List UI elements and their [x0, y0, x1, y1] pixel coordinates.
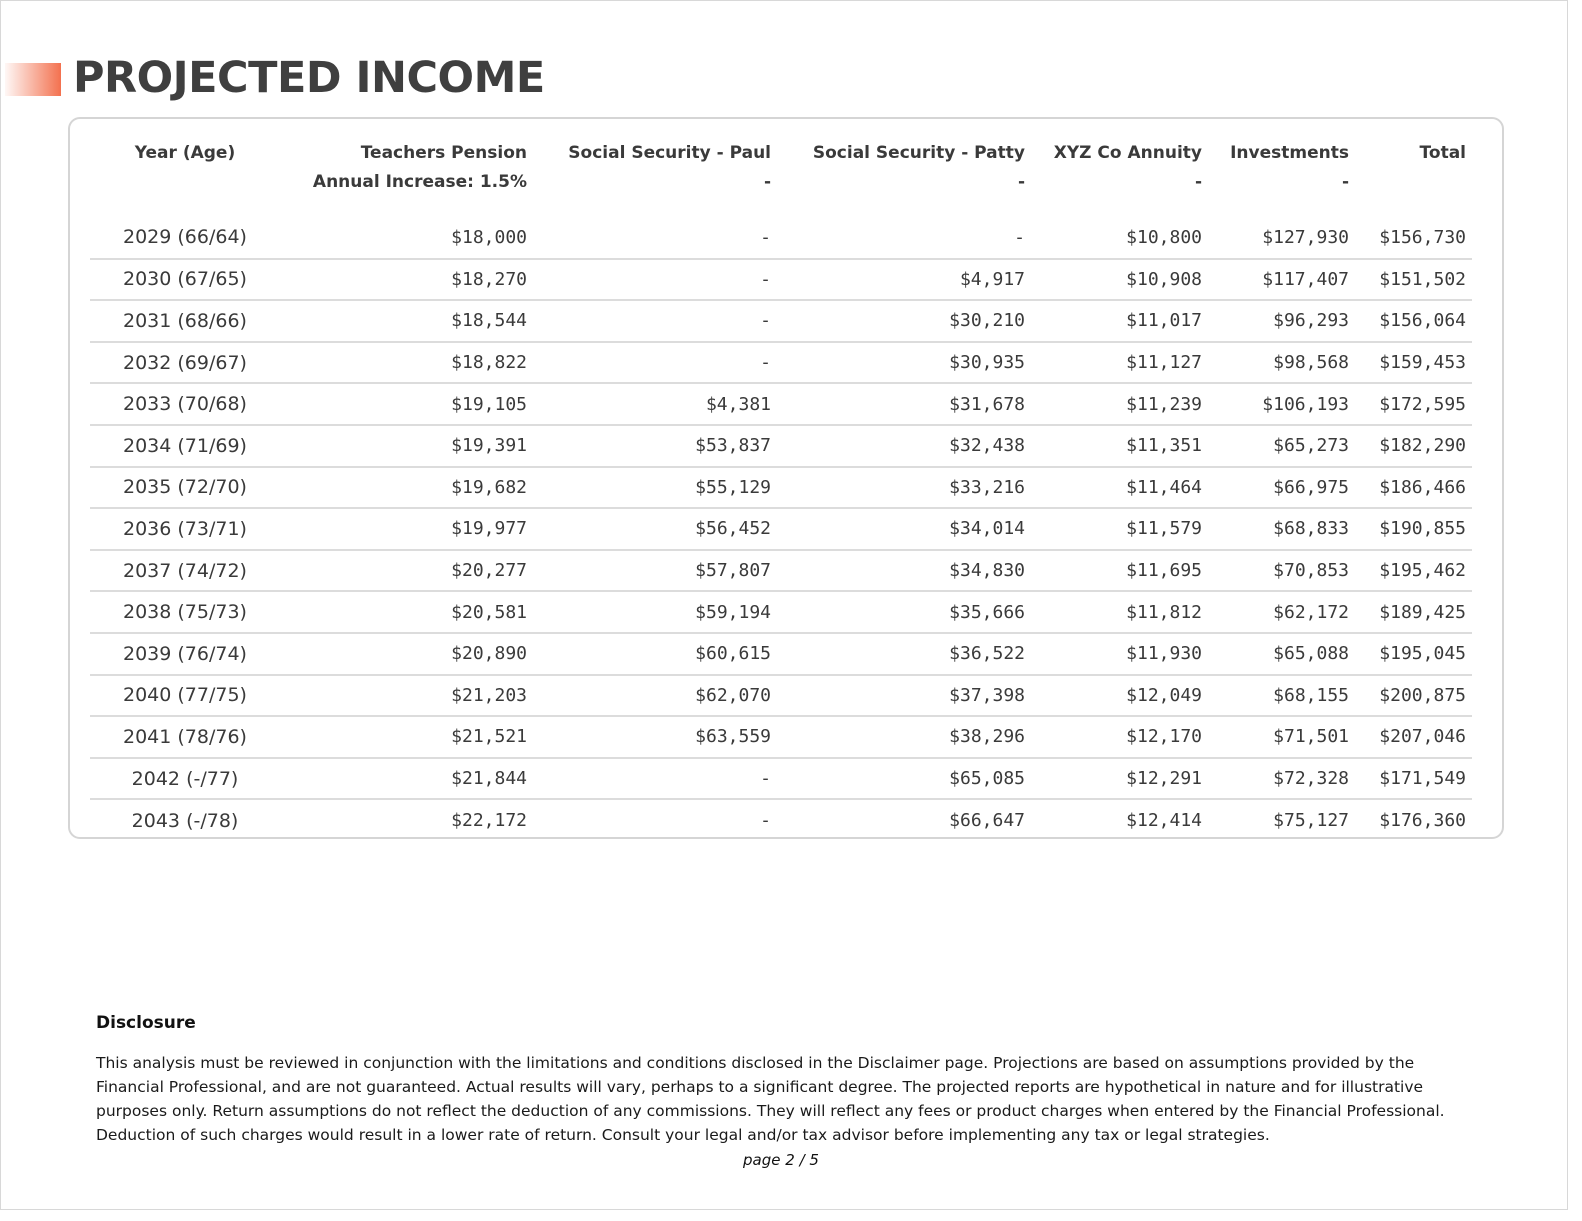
cell-xyz-co-annuity: $11,579 — [1031, 508, 1208, 550]
cell-investments: $62,172 — [1208, 591, 1355, 633]
cell-teachers-pension: $18,000 — [451, 226, 527, 248]
cell-social-security-paul: $63,559 — [533, 716, 777, 758]
header-total — [1355, 139, 1472, 217]
cell-investments: $70,853 — [1208, 550, 1355, 592]
table-row — [90, 675, 1472, 717]
cell-total: $207,046 — [1355, 716, 1472, 758]
header-sublabel: Annual Increase: 1.5% — [312, 172, 527, 192]
cell-investments: $68,155 — [1208, 675, 1355, 717]
header-teachers-pension — [280, 139, 533, 217]
cell-total: $195,045 — [1355, 633, 1472, 675]
header-social-security-paul — [533, 139, 777, 217]
header-sublabel: - — [1194, 172, 1202, 192]
title-accent-bar — [5, 63, 61, 96]
cell-social-security-paul: $62,070 — [533, 675, 777, 717]
cell-teachers-pension: $19,977 — [280, 508, 533, 550]
cell-total: $195,462 — [1355, 550, 1472, 592]
header-label: Investments — [1230, 143, 1349, 163]
cell-investments: $72,328 — [1208, 758, 1355, 800]
table-row — [90, 508, 1472, 550]
cell-social-security-paul: - — [533, 342, 777, 384]
table-row — [90, 383, 1472, 425]
table-row — [90, 217, 1472, 259]
cell-teachers-pension: $20,277 — [280, 550, 533, 592]
cell-teachers-pension: $20,581 — [280, 591, 533, 633]
cell-xyz-co-annuity: $11,351 — [1031, 425, 1208, 467]
header-label: Year (Age) — [134, 143, 236, 163]
cell-investments: $71,501 — [1208, 716, 1355, 758]
cell-total: $186,466 — [1355, 467, 1472, 509]
cell-teachers-pension: $18,270 — [280, 259, 533, 301]
cell-total: $159,453 — [1355, 342, 1472, 384]
cell-year-age: 2037 (74/72) — [90, 550, 280, 592]
cell-social-security-patty: $35,666 — [777, 591, 1031, 633]
cell-year-age: 2033 (70/68) — [90, 383, 280, 425]
cell-social-security-patty: - — [1014, 226, 1025, 248]
table-row — [90, 425, 1472, 467]
cell-social-security-patty: $37,398 — [777, 675, 1031, 717]
cell-xyz-co-annuity: $11,695 — [1031, 550, 1208, 592]
cell-xyz-co-annuity: $11,464 — [1031, 467, 1208, 509]
cell-teachers-pension: $18,822 — [280, 342, 533, 384]
cell-social-security-patty: $38,296 — [777, 716, 1031, 758]
cell-teachers-pension: $21,203 — [280, 675, 533, 717]
cell-total: $190,855 — [1355, 508, 1472, 550]
table-body — [90, 217, 1472, 841]
table-header-row — [90, 139, 1472, 217]
cell-year-age: 2031 (68/66) — [90, 300, 280, 342]
cell-social-security-paul: $60,615 — [533, 633, 777, 675]
cell-investments: $98,568 — [1208, 342, 1355, 384]
cell-year-age: 2042 (-/77) — [90, 758, 280, 800]
cell-total: $156,730 — [1379, 226, 1466, 248]
cell-social-security-paul: - — [760, 226, 771, 248]
cell-year-age: 2041 (78/76) — [90, 716, 280, 758]
header-sublabel: - — [1017, 172, 1025, 192]
cell-total: $182,290 — [1355, 425, 1472, 467]
cell-xyz-co-annuity: $12,414 — [1031, 799, 1208, 841]
cell-year-age: 2029 (66/64) — [123, 226, 247, 249]
cell-teachers-pension: $19,682 — [280, 467, 533, 509]
table-row — [90, 259, 1472, 301]
cell-social-security-patty: $34,830 — [777, 550, 1031, 592]
cell-social-security-patty: $32,438 — [777, 425, 1031, 467]
cell-social-security-paul: $55,129 — [533, 467, 777, 509]
cell-total: $156,064 — [1355, 300, 1472, 342]
cell-investments: $75,127 — [1208, 799, 1355, 841]
cell-social-security-patty: $4,917 — [777, 259, 1031, 301]
cell-social-security-patty: $30,935 — [777, 342, 1031, 384]
header-year-age — [90, 139, 280, 217]
cell-xyz-co-annuity: $12,291 — [1031, 758, 1208, 800]
cell-social-security-patty: $31,678 — [777, 383, 1031, 425]
table-row — [90, 633, 1472, 675]
cell-social-security-patty: $30,210 — [777, 300, 1031, 342]
cell-total: $176,360 — [1355, 799, 1472, 841]
cell-xyz-co-annuity: $11,812 — [1031, 591, 1208, 633]
cell-xyz-co-annuity: $11,239 — [1031, 383, 1208, 425]
header-sublabel: - — [763, 172, 771, 192]
cell-total: $172,595 — [1355, 383, 1472, 425]
header-label: XYZ Co Annuity — [1053, 143, 1202, 163]
table-row — [90, 550, 1472, 592]
cell-teachers-pension: $20,890 — [280, 633, 533, 675]
cell-social-security-paul: $59,194 — [533, 591, 777, 633]
cell-social-security-patty: $66,647 — [777, 799, 1031, 841]
cell-investments: $106,193 — [1208, 383, 1355, 425]
table-row — [90, 799, 1472, 841]
cell-year-age: 2030 (67/65) — [90, 259, 280, 301]
table-row — [90, 591, 1472, 633]
page-number: page 2 / 5 — [743, 1151, 819, 1169]
cell-total: $200,875 — [1355, 675, 1472, 717]
cell-social-security-paul: $53,837 — [533, 425, 777, 467]
cell-xyz-co-annuity: $11,017 — [1031, 300, 1208, 342]
disclosure-text: This analysis must be reviewed in conjunction with the limitations and conditions disclosed in the Disclaimer page. Projections are based on assumptions provided by the Financial Professional, and are not guaranteed. Actual results will vary, perhaps to a significant degree. The projected reports are hypothetical in nature and for illustrative purposes only. Return assumptions do not reflect the deduction of any commissions. They will reflect any fees or product charges when entered by the Financial Professional. Deduction of such charges would result in a lower rate of return. Consult your legal and/or tax advisor before implementing any tax or legal strategies. — [96, 1054, 1445, 1144]
disclosure-title: Disclosure — [96, 1013, 196, 1033]
header-label: Social Security - Patty — [812, 143, 1025, 163]
cell-year-age: 2038 (75/73) — [90, 591, 280, 633]
header-xyz-co-annuity — [1031, 139, 1208, 217]
cell-total: $189,425 — [1355, 591, 1472, 633]
cell-teachers-pension: $18,544 — [280, 300, 533, 342]
cell-xyz-co-annuity: $11,930 — [1031, 633, 1208, 675]
cell-year-age: 2043 (-/78) — [90, 799, 280, 841]
cell-social-security-patty: $36,522 — [777, 633, 1031, 675]
cell-xyz-co-annuity: $10,908 — [1031, 259, 1208, 301]
cell-investments: $96,293 — [1208, 300, 1355, 342]
cell-total: $171,549 — [1355, 758, 1472, 800]
cell-total: $151,502 — [1355, 259, 1472, 301]
cell-social-security-paul: $57,807 — [533, 550, 777, 592]
cell-investments: $66,975 — [1208, 467, 1355, 509]
cell-xyz-co-annuity: $12,170 — [1031, 716, 1208, 758]
table-row — [90, 467, 1472, 509]
table-row — [90, 342, 1472, 384]
cell-year-age: 2034 (71/69) — [90, 425, 280, 467]
cell-year-age: 2040 (77/75) — [90, 675, 280, 717]
cell-teachers-pension: $22,172 — [280, 799, 533, 841]
cell-year-age: 2036 (73/71) — [90, 508, 280, 550]
cell-investments: $127,930 — [1262, 226, 1349, 248]
cell-year-age: 2035 (72/70) — [90, 467, 280, 509]
cell-social-security-patty: $34,014 — [777, 508, 1031, 550]
page-title: PROJECTED INCOME — [73, 53, 545, 103]
cell-social-security-paul: - — [533, 300, 777, 342]
header-label: Total — [1419, 143, 1466, 163]
cell-social-security-patty: $33,216 — [777, 467, 1031, 509]
header-label: Social Security - Paul — [568, 143, 771, 163]
cell-social-security-patty: $65,085 — [777, 758, 1031, 800]
cell-investments: $65,273 — [1208, 425, 1355, 467]
income-table-card — [68, 117, 1504, 839]
cell-teachers-pension: $21,521 — [280, 716, 533, 758]
cell-investments: $65,088 — [1208, 633, 1355, 675]
cell-social-security-paul: - — [533, 259, 777, 301]
cell-xyz-co-annuity: $12,049 — [1031, 675, 1208, 717]
header-label: Teachers Pension — [360, 143, 527, 163]
header-sublabel: - — [1341, 172, 1349, 192]
cell-investments: $117,407 — [1208, 259, 1355, 301]
cell-investments: $68,833 — [1208, 508, 1355, 550]
table-row — [90, 300, 1472, 342]
cell-social-security-paul: - — [533, 799, 777, 841]
header-investments — [1208, 139, 1355, 217]
cell-teachers-pension: $19,391 — [280, 425, 533, 467]
table-row — [90, 758, 1472, 800]
cell-teachers-pension: $19,105 — [280, 383, 533, 425]
cell-xyz-co-annuity: $11,127 — [1031, 342, 1208, 384]
header-social-security-patty — [777, 139, 1031, 217]
cell-xyz-co-annuity: $10,800 — [1126, 226, 1202, 248]
cell-social-security-paul: $56,452 — [533, 508, 777, 550]
projected-income-table — [90, 139, 1472, 841]
table-row — [90, 716, 1472, 758]
cell-year-age: 2032 (69/67) — [90, 342, 280, 384]
cell-social-security-paul: $4,381 — [533, 383, 777, 425]
cell-teachers-pension: $21,844 — [280, 758, 533, 800]
cell-social-security-paul: - — [533, 758, 777, 800]
cell-year-age: 2039 (76/74) — [90, 633, 280, 675]
